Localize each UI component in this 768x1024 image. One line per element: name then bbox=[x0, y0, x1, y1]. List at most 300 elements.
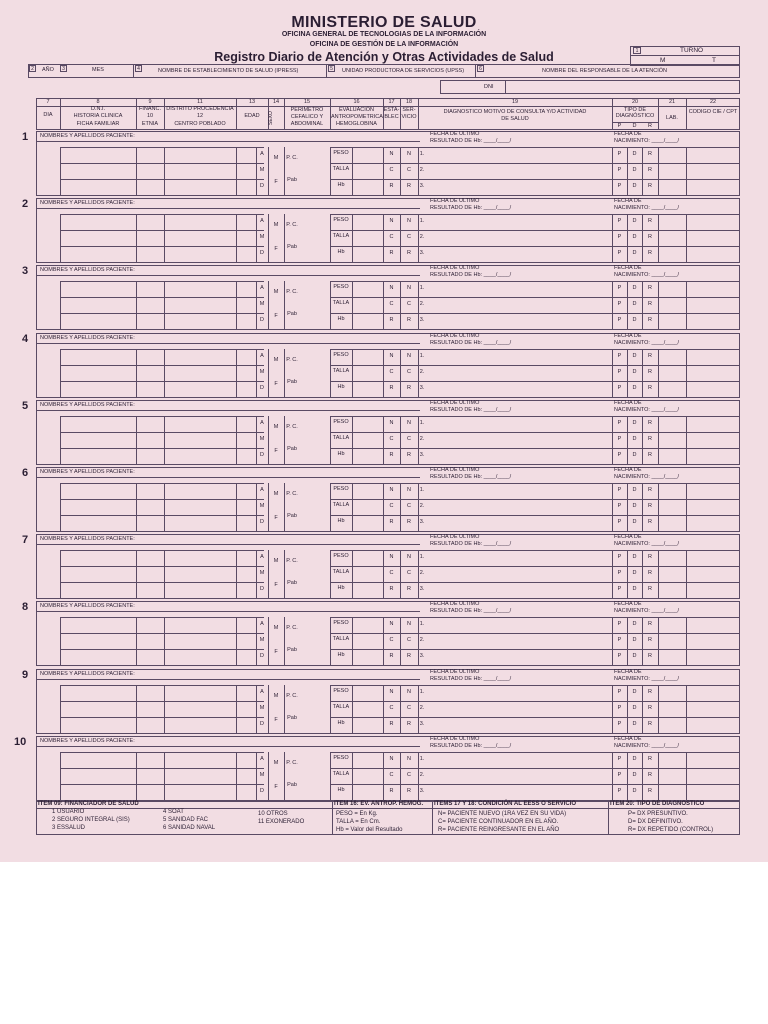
serv-c-option[interactable]: C bbox=[407, 369, 411, 375]
tipo-d-option[interactable]: D bbox=[632, 519, 637, 525]
tipo-p-option[interactable]: P bbox=[617, 167, 622, 173]
tipo-r-option[interactable]: R bbox=[648, 487, 652, 493]
footer-talla: TALLA = En Cm. bbox=[336, 819, 381, 825]
tipo-d-option[interactable]: D bbox=[632, 369, 637, 375]
tipo-p-option[interactable]: P bbox=[617, 151, 622, 157]
serv-c-option[interactable]: C bbox=[407, 234, 411, 240]
tipo-r-option[interactable]: R bbox=[648, 151, 652, 157]
footer-f5: 5 SANIDAD FAC bbox=[163, 817, 209, 823]
tipo-d-option[interactable]: D bbox=[632, 218, 637, 224]
tipo-p-option[interactable]: P bbox=[617, 788, 622, 794]
col-lab: LAB. bbox=[666, 115, 678, 121]
col-servicio: SER-VICIO bbox=[401, 107, 417, 120]
col-num-15: 15 bbox=[303, 99, 311, 105]
estab-c-option[interactable]: C bbox=[389, 167, 394, 173]
estab-c-option[interactable]: C bbox=[389, 436, 394, 442]
estab-r-option[interactable]: R bbox=[389, 788, 394, 794]
tipo-d-option[interactable]: D bbox=[632, 317, 637, 323]
tipo-p-option[interactable]: P bbox=[617, 218, 622, 224]
tipo-p-option[interactable]: P bbox=[617, 503, 622, 509]
edad-a-label: A bbox=[260, 689, 264, 695]
tipo-d-option[interactable]: D bbox=[632, 586, 637, 592]
tipo-p-option[interactable]: P bbox=[617, 234, 622, 240]
tipo-r-option[interactable]: R bbox=[648, 772, 652, 778]
footer-c: C= PACIENTE CONTINUADOR EN EL AÑO. bbox=[438, 819, 559, 825]
tipo-p-option[interactable]: P bbox=[617, 353, 622, 359]
serv-r-option[interactable]: R bbox=[407, 721, 411, 727]
footer-items17-title: ITEMS 17 Y 18: CONDICIÓN AL EESS O SERVICIO bbox=[434, 801, 577, 807]
tipo-r-option[interactable]: R bbox=[648, 317, 652, 323]
tipo-d-option[interactable]: D bbox=[632, 621, 637, 627]
serv-c-option[interactable]: C bbox=[407, 570, 411, 576]
serv-r-option[interactable]: R bbox=[407, 788, 411, 794]
tipo-p-option[interactable]: P bbox=[617, 621, 622, 627]
diagnostico-line-number: 1. bbox=[419, 621, 425, 627]
tipo-r-option[interactable]: R bbox=[648, 721, 652, 727]
serv-r-option[interactable]: R bbox=[407, 385, 411, 391]
fecha-de-label: FECHA DE bbox=[614, 198, 642, 204]
row-number: 2 bbox=[22, 198, 29, 210]
estab-r-option[interactable]: R bbox=[389, 452, 394, 458]
tipo-r-option[interactable]: R bbox=[648, 705, 652, 711]
tipo-r-option[interactable]: R bbox=[648, 183, 652, 189]
hb-label: Hb bbox=[337, 249, 345, 255]
resultado-hb-label: RESULTADO DE Hb: ____/____/ bbox=[430, 676, 512, 682]
estab-r-option[interactable]: R bbox=[389, 385, 394, 391]
tipo-p-option[interactable]: P bbox=[617, 721, 622, 727]
diagnostico-field[interactable] bbox=[428, 165, 610, 177]
diagnostico-line-number: 2. bbox=[419, 167, 425, 173]
edad-d-label: D bbox=[260, 653, 264, 659]
tipo-d-option[interactable]: D bbox=[632, 452, 637, 458]
serv-n-option[interactable]: N bbox=[407, 420, 411, 426]
diagnostico-line-number: 1. bbox=[419, 554, 425, 560]
tipo-d-option[interactable]: D bbox=[632, 554, 637, 560]
col-establec: ESTA-BLEC bbox=[383, 107, 400, 120]
sexo-m-label: M bbox=[273, 222, 279, 228]
col-sexo: SEXO bbox=[268, 111, 274, 125]
pab-label: Pab bbox=[287, 177, 297, 183]
serv-r-option[interactable]: R bbox=[407, 317, 411, 323]
estab-r-option[interactable]: R bbox=[389, 183, 394, 189]
estab-n-option[interactable]: N bbox=[389, 151, 394, 157]
tipo-p-option[interactable]: P bbox=[617, 519, 622, 525]
edad-a-label: A bbox=[260, 756, 264, 762]
nacimiento-label: NACIMIENTO: ____/____/ bbox=[614, 272, 680, 278]
estab-n-option[interactable]: N bbox=[389, 689, 394, 695]
serv-n-option[interactable]: N bbox=[407, 554, 411, 560]
row-number: 3 bbox=[22, 265, 29, 277]
sexo-f-label: F bbox=[274, 515, 278, 521]
tipo-p-option[interactable]: P bbox=[617, 183, 622, 189]
tipo-d-option[interactable]: D bbox=[632, 637, 637, 643]
tipo-r-option[interactable]: R bbox=[648, 218, 652, 224]
diagnostico-field[interactable] bbox=[428, 754, 610, 766]
diagnostico-line-number: 2. bbox=[419, 772, 425, 778]
tipo-r-option[interactable]: R bbox=[648, 519, 652, 525]
establecimiento-label: NOMBRE DE ESTABLECIMIENTO DE SALUD (IPRESS) bbox=[158, 68, 299, 74]
nombres-label: NOMBRES Y APELLIDOS PACIENTE: bbox=[40, 402, 135, 408]
diagnostico-field[interactable] bbox=[428, 434, 610, 446]
tipo-r-option[interactable]: R bbox=[648, 234, 652, 240]
sexo-m-label: M bbox=[273, 491, 279, 497]
edad-m-label: M bbox=[259, 637, 265, 643]
diagnostico-field[interactable] bbox=[428, 651, 610, 663]
talla-label: TALLA bbox=[332, 771, 350, 777]
diagnostico-field[interactable] bbox=[428, 351, 610, 363]
tipo-d-option[interactable]: D bbox=[632, 353, 637, 359]
tipo-r-option[interactable]: R bbox=[648, 385, 652, 391]
idx-1: 1 bbox=[633, 47, 641, 54]
edad-a-label: A bbox=[260, 285, 264, 291]
tipo-d-option[interactable]: D bbox=[632, 772, 637, 778]
estab-c-option[interactable]: C bbox=[389, 503, 394, 509]
tipo-r-option[interactable]: R bbox=[648, 420, 652, 426]
diagnostico-field[interactable] bbox=[428, 315, 610, 327]
serv-c-option[interactable]: C bbox=[407, 503, 411, 509]
tipo-p-option[interactable]: P bbox=[617, 487, 622, 493]
tipo-d-option[interactable]: D bbox=[632, 420, 637, 426]
estab-n-option[interactable]: N bbox=[389, 353, 394, 359]
estab-r-option[interactable]: R bbox=[389, 586, 394, 592]
nacimiento-label: NACIMIENTO: ____/____/ bbox=[614, 743, 680, 749]
tipo-d-option[interactable]: D bbox=[632, 285, 637, 291]
tipo-p-option[interactable]: P bbox=[617, 317, 622, 323]
tipo-d-option[interactable]: D bbox=[632, 653, 637, 659]
serv-r-option[interactable]: R bbox=[407, 250, 411, 256]
resultado-hb-label: RESULTADO DE Hb: ____/____/ bbox=[430, 541, 512, 547]
diagnostico-field[interactable] bbox=[428, 552, 610, 564]
col-distrito: DISTRITO PROCEDENCIA bbox=[166, 106, 234, 112]
col-num-17: 17 bbox=[388, 99, 395, 105]
pc-label: P. C. bbox=[286, 357, 298, 363]
estab-n-option[interactable]: N bbox=[389, 420, 394, 426]
fecha-ultimo-label: FECHA DE ULTIMO bbox=[430, 601, 480, 607]
diagnostico-field[interactable] bbox=[428, 418, 610, 430]
edad-a-label: A bbox=[260, 353, 264, 359]
pc-label: P. C. bbox=[286, 155, 298, 161]
tipo-d-option[interactable]: D bbox=[632, 234, 637, 240]
estab-n-option[interactable]: N bbox=[389, 554, 394, 560]
estab-c-option[interactable]: C bbox=[389, 301, 394, 307]
footer-f2: 2 SEGURO INTEGRAL (SIS) bbox=[52, 817, 130, 823]
diagnostico-line-number: 1. bbox=[419, 756, 425, 762]
footer-n: N= PACIENTE NUEVO (1RA VEZ EN SU VIDA) bbox=[438, 811, 567, 817]
diagnostico-field[interactable] bbox=[428, 687, 610, 699]
col-num-12: 12 bbox=[196, 113, 204, 119]
tipo-r-option[interactable]: R bbox=[648, 285, 652, 291]
tipo-d-option[interactable]: D bbox=[632, 756, 637, 762]
turno-t[interactable]: T bbox=[712, 57, 716, 64]
talla-label: TALLA bbox=[332, 569, 350, 575]
hb-label: Hb bbox=[337, 451, 345, 457]
tipo-r-option[interactable]: R bbox=[648, 436, 652, 442]
serv-n-option[interactable]: N bbox=[407, 621, 411, 627]
diagnostico-line-number: 3. bbox=[419, 721, 425, 727]
diagnostico-field[interactable] bbox=[428, 299, 610, 311]
tipo-p-option[interactable]: P bbox=[617, 369, 622, 375]
fecha-ultimo-label: FECHA DE ULTIMO bbox=[430, 333, 480, 339]
estab-c-option[interactable]: C bbox=[389, 705, 394, 711]
nacimiento-label: NACIMIENTO: ____/____/ bbox=[614, 608, 680, 614]
footer-peso: PESO = En Kg. bbox=[336, 811, 378, 817]
tipo-r-option[interactable]: R bbox=[648, 250, 652, 256]
edad-m-label: M bbox=[259, 369, 265, 375]
tipo-d-option[interactable]: D bbox=[632, 689, 637, 695]
serv-r-option[interactable]: R bbox=[407, 519, 411, 525]
diagnostico-field[interactable] bbox=[428, 719, 610, 731]
diagnostico-field[interactable] bbox=[428, 703, 610, 715]
tipo-d-option[interactable]: D bbox=[632, 436, 637, 442]
col-ficha: FICHA FAMILIAR bbox=[76, 121, 120, 127]
ano-label: AÑO bbox=[42, 67, 54, 73]
tipo-r-option[interactable]: R bbox=[648, 570, 652, 576]
estab-c-option[interactable]: C bbox=[389, 637, 394, 643]
tipo-r-option[interactable]: R bbox=[648, 369, 652, 375]
turno-m[interactable]: M bbox=[660, 57, 666, 64]
tipo-r-option[interactable]: R bbox=[648, 167, 652, 173]
sexo-f-label: F bbox=[274, 649, 278, 655]
peso-label: PESO bbox=[333, 419, 349, 425]
tipo-d-option[interactable]: D bbox=[632, 721, 637, 727]
diagnostico-line-number: 2. bbox=[419, 234, 425, 240]
tipo-d-option[interactable]: D bbox=[632, 183, 637, 189]
diagnostico-field[interactable] bbox=[428, 450, 610, 462]
diagnostico-line-number: 2. bbox=[419, 436, 425, 442]
footer-f11: 11 EXONERADO bbox=[258, 819, 305, 825]
diagnostico-field[interactable] bbox=[428, 770, 610, 782]
serv-n-option[interactable]: N bbox=[407, 151, 411, 157]
pc-label: P. C. bbox=[286, 491, 298, 497]
serv-c-option[interactable]: C bbox=[407, 637, 411, 643]
row-number: 6 bbox=[22, 467, 29, 479]
tipo-r-option[interactable]: R bbox=[648, 452, 652, 458]
fecha-de-label: FECHA DE bbox=[614, 669, 642, 675]
diagnostico-line-number: 2. bbox=[419, 570, 425, 576]
col-num-21: 21 bbox=[668, 99, 676, 105]
col-dni: D.N.I. bbox=[90, 106, 106, 112]
edad-d-label: D bbox=[260, 788, 264, 794]
tipo-d-option[interactable]: D bbox=[632, 570, 637, 576]
estab-r-option[interactable]: R bbox=[389, 250, 394, 256]
edad-m-label: M bbox=[259, 772, 265, 778]
col-tipo-diag: TIPO DE DIAGNÓSTICO bbox=[615, 107, 655, 119]
nombres-label: NOMBRES Y APELLIDOS PACIENTE: bbox=[40, 133, 135, 139]
estab-r-option[interactable]: R bbox=[389, 721, 394, 727]
tipo-r-option[interactable]: R bbox=[648, 554, 652, 560]
tipo-r-option[interactable]: R bbox=[648, 653, 652, 659]
tipo-r-option[interactable]: R bbox=[648, 788, 652, 794]
estab-n-option[interactable]: N bbox=[389, 218, 394, 224]
tipo-p-option[interactable]: P bbox=[617, 452, 622, 458]
estab-c-option[interactable]: C bbox=[389, 570, 394, 576]
tipo-p-option[interactable]: P bbox=[617, 385, 622, 391]
pab-label: Pab bbox=[287, 647, 297, 653]
tipo-d-option[interactable]: D bbox=[632, 250, 637, 256]
row-number: 1 bbox=[22, 131, 29, 143]
resultado-hb-label: RESULTADO DE Hb: ____/____/ bbox=[430, 272, 512, 278]
tipo-r-option[interactable]: R bbox=[648, 621, 652, 627]
tipo-r-option[interactable]: R bbox=[648, 689, 652, 695]
edad-m-label: M bbox=[259, 570, 265, 576]
serv-n-option[interactable]: N bbox=[407, 756, 411, 762]
tipo-p-option[interactable]: P bbox=[617, 250, 622, 256]
sexo-m-label: M bbox=[273, 558, 279, 564]
edad-a-label: A bbox=[260, 151, 264, 157]
sexo-f-label: F bbox=[274, 313, 278, 319]
row-number: 5 bbox=[22, 400, 29, 412]
serv-c-option[interactable]: C bbox=[407, 167, 411, 173]
idx-4: 4 bbox=[135, 65, 142, 72]
serv-c-option[interactable]: C bbox=[407, 436, 411, 442]
resultado-hb-label: RESULTADO DE Hb: ____/____/ bbox=[430, 205, 512, 211]
tipo-p-option[interactable]: P bbox=[617, 772, 622, 778]
tipo-p-option[interactable]: P bbox=[617, 756, 622, 762]
tipo-d-option[interactable]: D bbox=[632, 487, 637, 493]
diagnostico-field[interactable] bbox=[428, 485, 610, 497]
tipo-r-option[interactable]: R bbox=[648, 756, 652, 762]
sexo-f-label: F bbox=[274, 381, 278, 387]
tipo-d-option[interactable]: D bbox=[632, 151, 637, 157]
serv-r-option[interactable]: R bbox=[407, 586, 411, 592]
footer-f3: 3 ESSALUD bbox=[52, 825, 86, 831]
nacimiento-label: NACIMIENTO: ____/____/ bbox=[614, 205, 680, 211]
col-num-10: 10 bbox=[146, 113, 154, 119]
estab-n-option[interactable]: N bbox=[389, 487, 394, 493]
tipo-p-option[interactable]: P bbox=[617, 554, 622, 560]
responsable-label: NOMBRE DEL RESPONSABLE DE LA ATENCIÓN bbox=[542, 68, 668, 74]
col-num-8: 8 bbox=[96, 99, 100, 105]
serv-r-option[interactable]: R bbox=[407, 452, 411, 458]
ups-label: UNIDAD PRODUCTORA DE SERVICIOS (UPSS) bbox=[342, 68, 465, 74]
col-num-11: 11 bbox=[197, 99, 203, 105]
diagnostico-field[interactable] bbox=[428, 786, 610, 798]
tipo-p-option[interactable]: P bbox=[617, 586, 622, 592]
serv-n-option[interactable]: N bbox=[407, 218, 411, 224]
estab-c-option[interactable]: C bbox=[389, 772, 394, 778]
diagnostico-field[interactable] bbox=[428, 619, 610, 631]
diagnostico-field[interactable] bbox=[428, 501, 610, 513]
diagnostico-field[interactable] bbox=[428, 248, 610, 260]
pc-label: P. C. bbox=[286, 424, 298, 430]
tipo-p-option[interactable]: P bbox=[617, 285, 622, 291]
resultado-hb-label: RESULTADO DE Hb: ____/____/ bbox=[430, 474, 512, 480]
tipo-p-option[interactable]: P bbox=[617, 570, 622, 576]
fecha-ultimo-label: FECHA DE ULTIMO bbox=[430, 265, 480, 271]
diagnostico-line-number: 3. bbox=[419, 653, 425, 659]
diagnostico-line-number: 2. bbox=[419, 637, 425, 643]
col-num-18: 18 bbox=[405, 99, 413, 105]
nombres-label: NOMBRES Y APELLIDOS PACIENTE: bbox=[40, 469, 135, 475]
tipo-d-option[interactable]: D bbox=[632, 301, 637, 307]
tipo-p-option[interactable]: P bbox=[617, 689, 622, 695]
tipo-d-option[interactable]: D bbox=[632, 503, 637, 509]
estab-r-option[interactable]: R bbox=[389, 653, 394, 659]
hb-label: Hb bbox=[337, 720, 345, 726]
tipo-p-option[interactable]: P bbox=[617, 705, 622, 711]
tipo-d-option[interactable]: D bbox=[632, 167, 637, 173]
tipo-r-option[interactable]: R bbox=[648, 503, 652, 509]
edad-d-label: D bbox=[260, 250, 264, 256]
estab-n-option[interactable]: N bbox=[389, 621, 394, 627]
tipo-d-option[interactable]: D bbox=[632, 705, 637, 711]
tipo-p-option[interactable]: P bbox=[617, 301, 622, 307]
fecha-ultimo-label: FECHA DE ULTIMO bbox=[430, 400, 480, 406]
diagnostico-line-number: 3. bbox=[419, 586, 425, 592]
estab-n-option[interactable]: N bbox=[389, 285, 394, 291]
estab-r-option[interactable]: R bbox=[389, 317, 394, 323]
serv-c-option[interactable]: C bbox=[407, 772, 411, 778]
diagnostico-field[interactable] bbox=[428, 149, 610, 161]
edad-a-label: A bbox=[260, 218, 264, 224]
footer-item09-title: ITEM 09: FINANCIADOR DE SALUD bbox=[38, 801, 139, 807]
tipo-r-option[interactable]: R bbox=[648, 301, 652, 307]
serv-n-option[interactable]: N bbox=[407, 487, 411, 493]
tipo-r-option[interactable]: R bbox=[648, 353, 652, 359]
nacimiento-label: NACIMIENTO: ____/____/ bbox=[614, 676, 680, 682]
estab-c-option[interactable]: C bbox=[389, 369, 394, 375]
fecha-ultimo-label: FECHA DE ULTIMO bbox=[430, 534, 480, 540]
tipo-p-option[interactable]: P bbox=[617, 653, 622, 659]
diagnostico-field[interactable] bbox=[428, 367, 610, 379]
serv-n-option[interactable]: N bbox=[407, 285, 411, 291]
turno-label: TURNO bbox=[680, 47, 704, 54]
hb-label: Hb bbox=[337, 316, 345, 322]
pc-label: P. C. bbox=[286, 760, 298, 766]
tipo-p-option[interactable]: P bbox=[617, 436, 622, 442]
footer-f6: 6 SANIDAD NAVAL bbox=[163, 825, 216, 831]
diagnostico-line-number: 2. bbox=[419, 705, 425, 711]
serv-r-option[interactable]: R bbox=[407, 183, 411, 189]
estab-r-option[interactable]: R bbox=[389, 519, 394, 525]
nombres-label: NOMBRES Y APELLIDOS PACIENTE: bbox=[40, 738, 135, 744]
serv-c-option[interactable]: C bbox=[407, 705, 411, 711]
fecha-ultimo-label: FECHA DE ULTIMO bbox=[430, 198, 480, 204]
diagnostico-field[interactable] bbox=[428, 216, 610, 228]
diagnostico-line-number: 3. bbox=[419, 788, 425, 794]
sexo-f-label: F bbox=[274, 784, 278, 790]
hb-label: Hb bbox=[337, 787, 345, 793]
sexo-f-label: F bbox=[274, 246, 278, 252]
tipo-d-option[interactable]: D bbox=[632, 385, 637, 391]
edad-a-label: A bbox=[260, 420, 264, 426]
edad-m-label: M bbox=[259, 705, 265, 711]
tipo-p-option[interactable]: P bbox=[617, 420, 622, 426]
serv-c-option[interactable]: C bbox=[407, 301, 411, 307]
tipo-d-option[interactable]: D bbox=[632, 788, 637, 794]
estab-n-option[interactable]: N bbox=[389, 756, 394, 762]
serv-r-option[interactable]: R bbox=[407, 653, 411, 659]
estab-c-option[interactable]: C bbox=[389, 234, 394, 240]
serv-n-option[interactable]: N bbox=[407, 689, 411, 695]
diagnostico-field[interactable] bbox=[428, 181, 610, 193]
tipo-r-option[interactable]: R bbox=[648, 637, 652, 643]
tipo-p-option[interactable]: P bbox=[617, 637, 622, 643]
fecha-ultimo-label: FECHA DE ULTIMO bbox=[430, 736, 480, 742]
diagnostico-field[interactable] bbox=[428, 232, 610, 244]
diagnostico-field[interactable] bbox=[428, 584, 610, 596]
diagnostico-field[interactable] bbox=[428, 517, 610, 529]
diagnostico-field[interactable] bbox=[428, 283, 610, 295]
form-title: Registro Diario de Atención y Otras Actividades de Salud bbox=[214, 50, 554, 64]
diagnostico-field[interactable] bbox=[428, 635, 610, 647]
diagnostico-field[interactable] bbox=[428, 383, 610, 395]
diagnostico-field[interactable] bbox=[428, 568, 610, 580]
tipo-r-option[interactable]: R bbox=[648, 586, 652, 592]
serv-n-option[interactable]: N bbox=[407, 353, 411, 359]
col-num-16: 16 bbox=[353, 99, 360, 105]
sexo-f-label: F bbox=[274, 582, 278, 588]
